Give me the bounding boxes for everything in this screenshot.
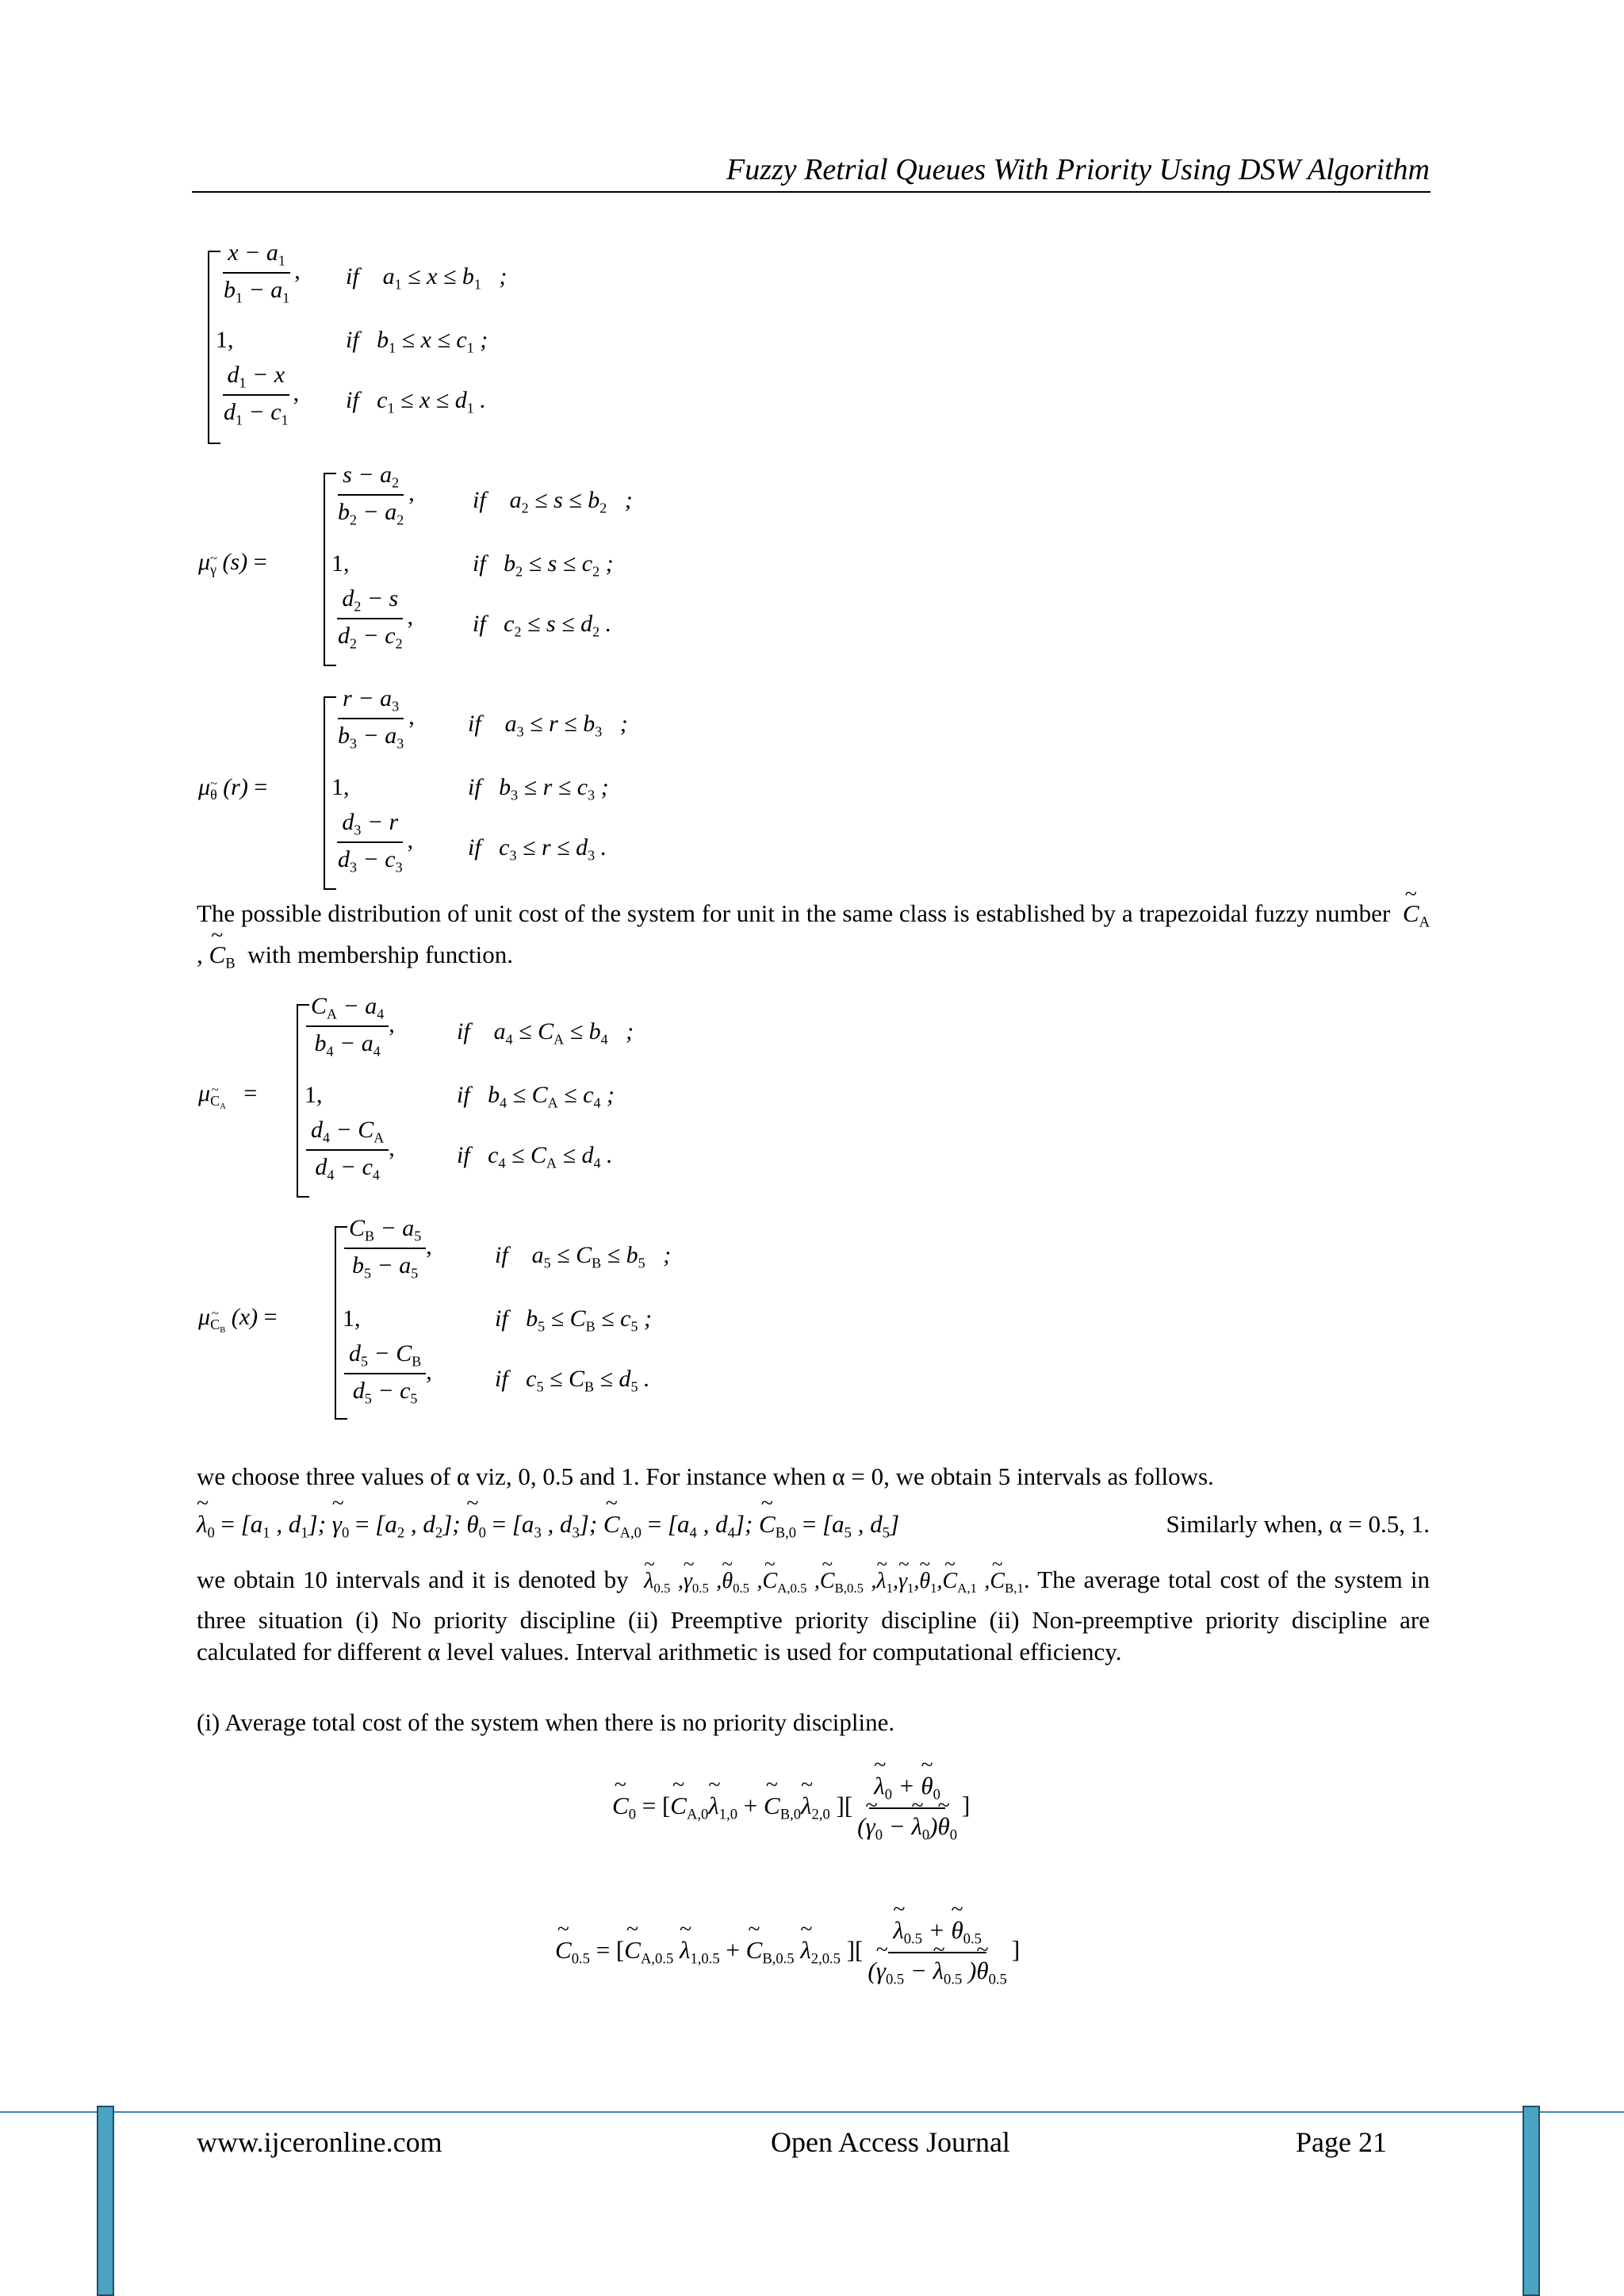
equation-c05: ~ $C_{0.5}$ = [~ $C_{A,0.5}$ ~ $\lambda_{1,0.5}$ + ~ $C_{B,0.5}$ ~ $\lambda_{2,0.5}$ ][ ~ $\frac{\lambda_{0.5} + \sim \theta_{0.5}}{(\sim \gamma_{0.5} - \sim \lambda_{0.5} )\sim \theta_{0.5}}$ ]	[555, 1916, 1020, 1988]
paragraph-ten-intervals	[197, 1564, 1430, 1668]
header-rule	[192, 191, 1431, 193]
piece-2-2: 1,	[331, 550, 350, 577]
cond-5-3: if $c_5 \le C_B \le d_5$ .	[495, 1366, 650, 1395]
piece-1-3: $\frac{d_1 - x}{d_1 - c_1}$ ,	[224, 362, 300, 428]
cond-5-2: if $b_5 \le C_B \le c_5$ ;	[495, 1305, 652, 1335]
piece-4-2: 1,	[304, 1082, 323, 1108]
cond-2-2: if $b_2 \le s \le c_2$ ;	[473, 550, 614, 580]
item-no-priority-heading: (i) Average total cost of the system when there is no priority discipline.	[197, 1708, 895, 1736]
piece-5-1: $\frac{C_B - a_5}{b_5 - a_5}$ ,	[344, 1215, 432, 1282]
cond-5-1: if $a_5 \le C_B \le b_5$ ;	[495, 1242, 672, 1271]
paragraph-unit-cost-tail: with membership function.	[247, 940, 514, 968]
cond-3-1: if $a_3 \le r \le b_3$ ;	[468, 711, 628, 740]
piece-1-2: 1,	[216, 327, 234, 353]
paragraph-unit-cost-text: The possible distribution of unit cost of the system for unit in the same class is established by a trapezoidal fuzzy number	[197, 899, 1391, 927]
mu-ca-label: μ~ $_{C_A}$ =	[198, 1080, 257, 1111]
mu-gamma-label: μ~ $_\gamma$ (s) =	[198, 549, 267, 578]
equation-c0: ~ $C_0$ = [~ $C_{A,0}\sim$ $\lambda_{1,0}$ + ~ $C_{B,0}\sim$ $\lambda_{2,0}$ ][ ~ $\frac{\lambda_0 + \sim \theta_0}{(\sim \gamma_0 - \sim \lambda_0)\sim \theta_0}$ ]	[612, 1772, 970, 1844]
footer-journal: Open Access Journal	[771, 2126, 1010, 2158]
cond-2-3: if $c_2 \le s \le d_2$ .	[473, 611, 612, 640]
piece-3-3: $\frac{d_3 - r}{d_3 - c_3}$ ,	[338, 809, 414, 876]
ten-intervals-symbols: ~ $\lambda_{0.5}$ ,~ $\gamma_{0.5}$ ,~ $\theta_{0.5}$ ,~ $C_{A,0.5}$ ,~ $C_{B,0.5}$ ,~ $\lambda_1,\sim$ $\gamma_1,\sim$ $\theta_1,\sim$ $C_{A,1}$ ,~ $C_{B,1}$	[637, 1569, 1024, 1593]
footer-website: www.ijceronline.com	[197, 2126, 442, 2158]
piece-4-1: $\frac{C_A - a_4}{b_4 - a_4}$ ,	[306, 993, 395, 1060]
footer-bar-left	[97, 2106, 114, 2296]
piece-5-3: $\frac{d_5 - C_B}{d_5 - c_5}$ ,	[344, 1340, 432, 1408]
cond-3-2: if $b_3 \le r \le c_3$ ;	[468, 774, 609, 803]
intervals-line	[197, 1510, 1430, 1543]
piece-2-3: $\frac{d_2 - s}{d_2 - c_2}$ ,	[338, 585, 414, 652]
piece-3-1: $\frac{r - a_3}{b_3 - a_3}$ ,	[338, 685, 415, 752]
footer-rule	[0, 2111, 1624, 2113]
cond-4-3: if $c_4 \le C_A \le d_4$ .	[457, 1142, 613, 1171]
cond-1-2: if $b_1 \le x \le c_1$ ;	[346, 327, 488, 356]
mu-theta-label: μ~ $_\theta$ (r) =	[198, 774, 267, 803]
footer-bar-right	[1522, 2106, 1540, 2296]
paragraph-ten-intervals-lead: we obtain 10 intervals and it is denoted by	[197, 1566, 629, 1593]
cond-3-3: if $c_3 \le r \le d_3$ .	[468, 834, 607, 864]
paragraph-ten-intervals-body: . The average total cost of the system in three situation (i) No priority discipline (ii) Preemptive priority discipline (ii) Non-preemptive priority discipline are calculated for different α level values. Interval arithmetic is used for computational efficiency.	[197, 1566, 1431, 1665]
cond-1-3: if $c_1 \le x \le d_1$ .	[346, 387, 486, 416]
cond-4-1: if $a_4 \le C_A \le b_4$ ;	[457, 1018, 634, 1048]
intervals-expression: ~ $\lambda_0 = [a_1$ , $d_1$]; ~ $\gamma_0 = [a_2$ , $d_2$]; ~ $\theta_0 = [a_3$ , $d_3$]; ~ $C_{A,0} = [a_4$ , $d_4$]; ~ $C_{B,0} = [a_5$ , $d_5$]	[197, 1510, 899, 1538]
fuzzy-number-symbols: ~ $C_A$ , ~ $C_B$	[197, 899, 1430, 968]
mu-cb-label: μ~ $_{C_B}$ (x) =	[198, 1304, 278, 1335]
piece-2-1: $\frac{s - a_2}{b_2 - a_2}$ ,	[338, 462, 415, 528]
piece-4-3: $\frac{d_4 - C_A}{d_4 - c_4}$ ,	[306, 1117, 395, 1184]
paragraph-alpha-values: we choose three values of α viz, 0, 0.5 and 1. For instance when α = 0, we obtain 5 intervals as follows.	[197, 1462, 1214, 1490]
footer-page-number: Page 21	[1296, 2126, 1387, 2158]
paragraph-unit-cost	[197, 898, 1430, 979]
piece-5-2: 1,	[343, 1305, 361, 1332]
intervals-tail: Similarly when, α = 0.5, 1.	[1166, 1510, 1430, 1538]
cond-4-2: if $b_4 \le C_A \le c_4$ ;	[457, 1082, 615, 1111]
cond-1-1: if $a_1 \le x \le b_1$ ;	[346, 263, 508, 293]
cond-2-1: if $a_2 \le s \le b_2$ ;	[473, 487, 633, 516]
piece-3-2: 1,	[331, 774, 350, 800]
piece-1-1: $\frac{x - a_1}{b_1 - a_1}$ ,	[224, 240, 301, 306]
running-header-title: Fuzzy Retrial Queues With Priority Using DSW Algorithm	[726, 153, 1430, 186]
